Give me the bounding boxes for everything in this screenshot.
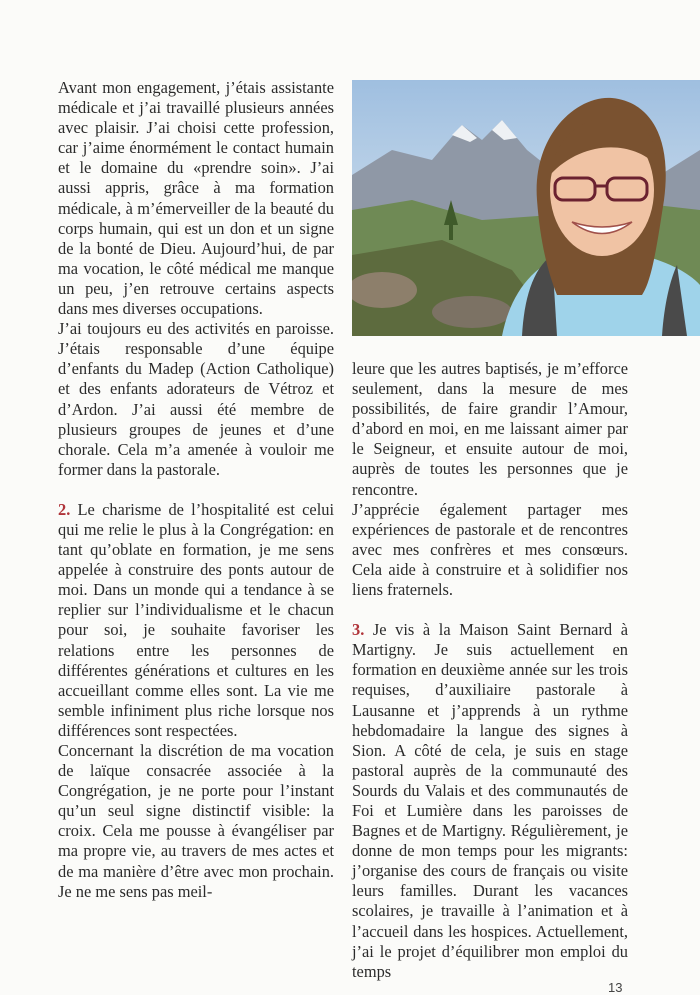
paragraph-previous-work: Avant mon engagement, j’étais assistante médicale et j’ai travaillé plusieurs années avec plaisir. J’ai choisi cette profession, car j’aime énormément le contact humain et le domaine du «prendre soin». J’ai aussi appris, grâce à ma formation médicale, à m’émerveiller de la beauté du corps humain, qui est un don et un signe de la bonté de Dieu. Aujourd’hui, de par ma vocation, le côté médical me manque un peu, j’en retrouve certains aspects dans mes diverses occupations.: [58, 78, 334, 319]
left-column: [58, 78, 334, 902]
portrait-photo-icon: [352, 80, 700, 336]
paragraph-sharing: J’apprécie également partager mes expériences de pastorale et de rencontres avec mes confrères et mes consœurs. Cela aide à construire et à solidifier nos liens fraternels.: [352, 499, 628, 600]
right-column: [352, 359, 628, 982]
paragraph-current-life-text: Je vis à la Maison Saint Bernard à Martigny. Je suis actuellement en formation en deuxième année sur les trois requises, d’auxiliaire pastorale à Lausanne et j’apprends à un rythme hebdomadaire la langue des signes à Sion. A côté de cela, je suis en stage pastoral auprès de la communauté des Sourds du Valais et des communautés de Foi et Lumière dans les paroisses de Bagnes et de Martigny. Régulièrement, je donne de mon temps pour les migrants: j’organise des cours de français ou visite leurs familles. Durant les vacances scolaires, je travaille à l’animation et à l’accueil dans les hospices. Actuellement, j’ai le projet d’équilibrer mon emploi du temps: [352, 620, 628, 981]
section-number-2: 2.: [58, 499, 71, 519]
paragraph-current-life: [352, 620, 628, 982]
paragraph-charism: [58, 500, 334, 741]
paragraph-charism-text: Le charisme de l’hospitalité est celui qui me relie le plus à la Congrégation: en tant qu’oblate en formation, je me sens appelée à construire des ponts autour de moi. Dans un monde qui a tendance à se replier sur l’individualisme et le chacun pour soi, je souhaite favoriser les relations entre les personnes de différentes générations et cultures en les accueillant comme elles sont. La vie me semble infiniment plus riche lorsque nos différences sont respectées.: [58, 499, 334, 740]
paragraph-discretion: Concernant la discrétion de ma vocation de laïque consacrée associée à la Congrégation, je ne porte pour l’instant qu’un seul signe distinctif visible: la croix. Cela me pousse à évangéliser par ma propre vie, au travers de mes actes et de ma manière d’être avec mon prochain. Je ne me sens pas meil-: [58, 741, 334, 901]
paragraph-better-than-others: leure que les autres baptisés, je m’efforce seulement, dans la mesure de mes possibilités, de faire grandir l’Amour, d’abord en moi, en me laissant aimer par le Seigneur, et ensuite autour de moi, auprès de toutes les personnes que je rencontre.: [352, 359, 628, 499]
paragraph-parish-activities: J’ai toujours eu des activités en paroisse. J’étais responsable d’une équipe d’enfants du Madep (Action Catholique) et des enfants adorateurs de Vétroz et d’Ardon. J’ai aussi été membre de plusieurs groupes de jeunes et d’une chorale. Cela m’a amenée à vouloir me former dans la pastorale.: [58, 319, 334, 479]
section-number-3: 3.: [352, 620, 365, 640]
page-number: 13: [608, 980, 623, 995]
portrait-photo: [352, 80, 700, 336]
